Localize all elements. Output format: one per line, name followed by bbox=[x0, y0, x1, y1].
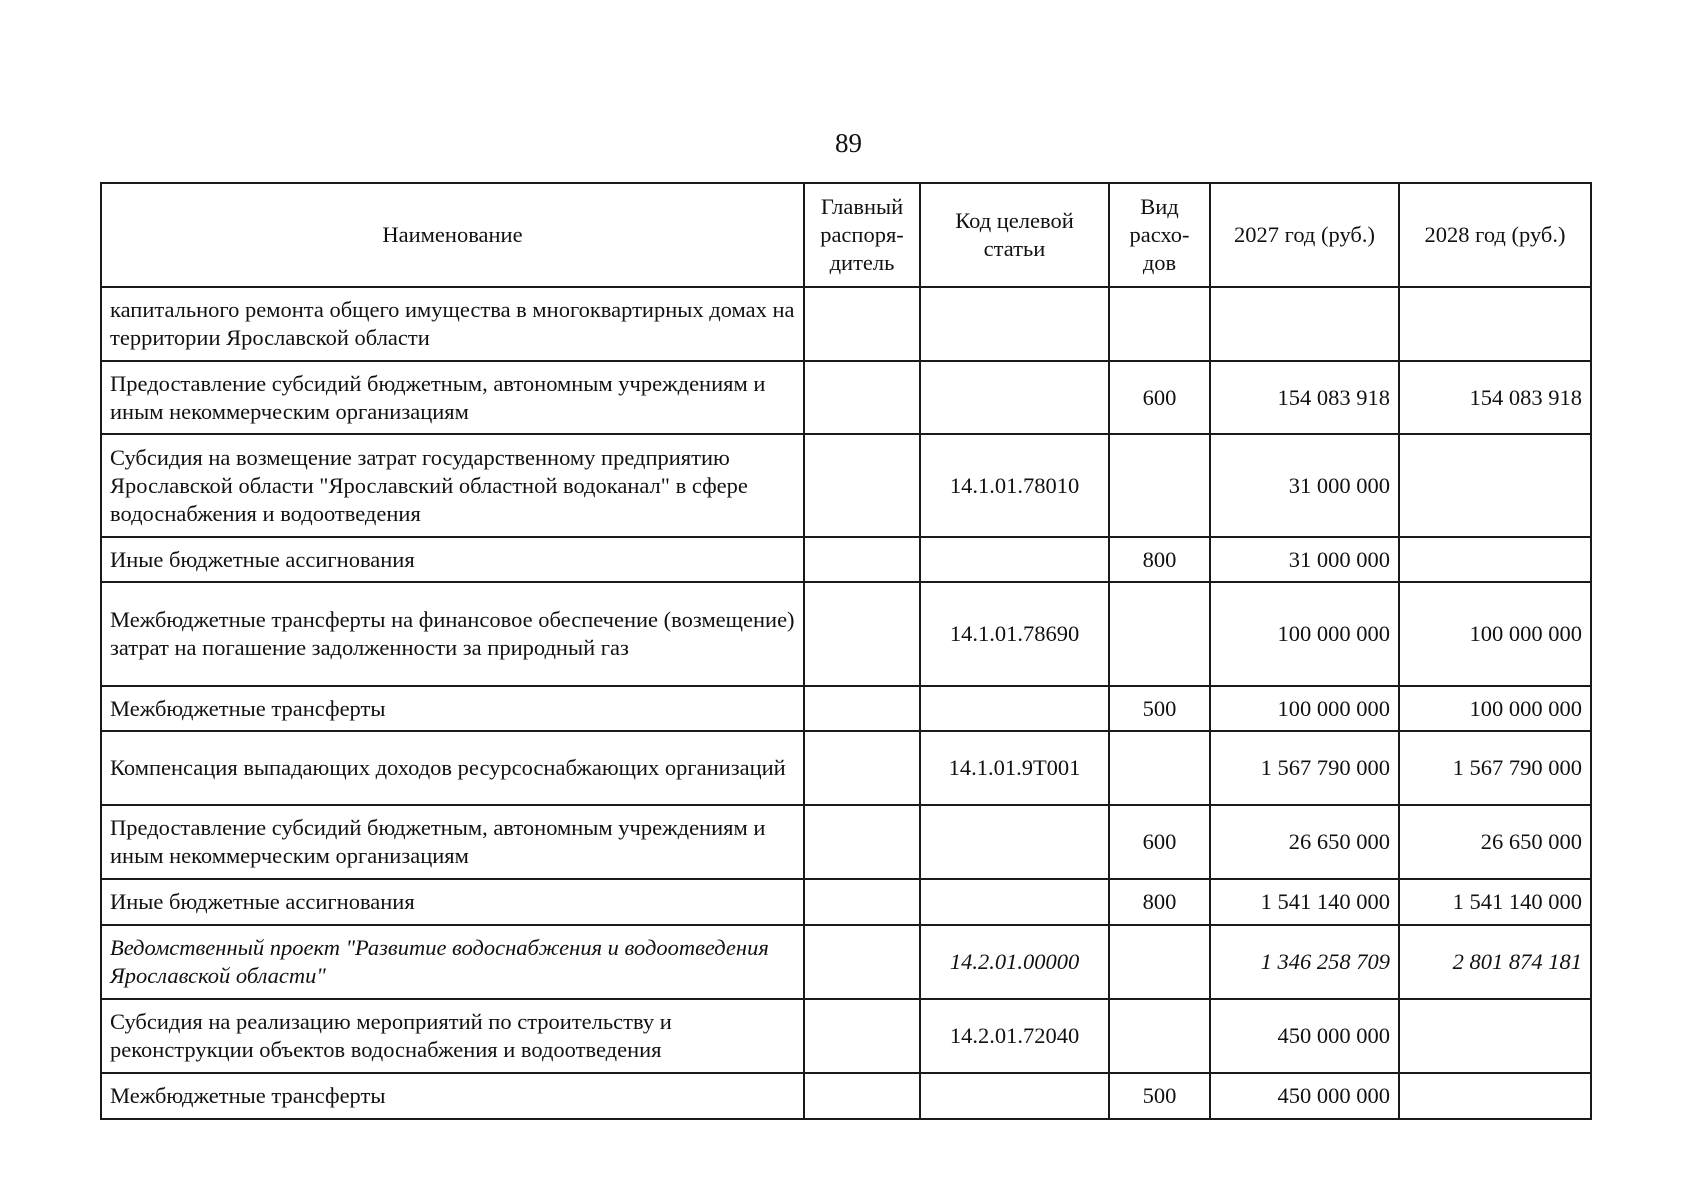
cell-admin bbox=[804, 686, 920, 731]
cell-name: Иные бюджетные ассигнования bbox=[101, 879, 804, 925]
cell-code bbox=[920, 537, 1109, 582]
table-row bbox=[101, 1073, 1591, 1119]
cell-code bbox=[920, 805, 1109, 879]
table-row bbox=[101, 537, 1591, 582]
cell-2028: 26 650 000 bbox=[1399, 805, 1591, 879]
cell-2028: 154 083 918 bbox=[1399, 361, 1591, 434]
table-row bbox=[101, 925, 1591, 999]
cell-admin bbox=[804, 287, 920, 361]
cell-name: Межбюджетные трансферты bbox=[101, 1073, 804, 1119]
table-row bbox=[101, 879, 1591, 925]
cell-name: Межбюджетные трансферты на финансовое обеспечение (возмещение) затрат на погашение задолженности за природный газ bbox=[101, 582, 804, 686]
cell-type bbox=[1109, 925, 1210, 999]
table-body bbox=[101, 287, 1591, 1119]
cell-type: 600 bbox=[1109, 361, 1210, 434]
cell-admin bbox=[804, 731, 920, 805]
cell-code bbox=[920, 287, 1109, 361]
page-number: 89 bbox=[835, 128, 862, 158]
cell-2027: 450 000 000 bbox=[1210, 999, 1399, 1073]
cell-admin bbox=[804, 925, 920, 999]
cell-code bbox=[920, 686, 1109, 731]
cell-name: Предоставление субсидий бюджетным, автономным учреждениям и иным некоммерческим организациям bbox=[101, 805, 804, 879]
cell-2028 bbox=[1399, 434, 1591, 537]
table-row bbox=[101, 999, 1591, 1073]
cell-2028: 100 000 000 bbox=[1399, 582, 1591, 686]
cell-2027: 100 000 000 bbox=[1210, 582, 1399, 686]
header-code: Код целевой статьи bbox=[920, 183, 1109, 287]
table-header-row bbox=[101, 183, 1591, 287]
cell-name: Субсидия на реализацию мероприятий по строительству и реконструкции объектов водоснабжения и водоотведения bbox=[101, 999, 804, 1073]
cell-code: 14.1.01.78690 bbox=[920, 582, 1109, 686]
cell-type bbox=[1109, 287, 1210, 361]
cell-2028: 2 801 874 181 bbox=[1399, 925, 1591, 999]
cell-2027: 154 083 918 bbox=[1210, 361, 1399, 434]
cell-type bbox=[1109, 731, 1210, 805]
cell-2027: 31 000 000 bbox=[1210, 434, 1399, 537]
table-row bbox=[101, 361, 1591, 434]
cell-name: Предоставление субсидий бюджетным, автономным учреждениям и иным некоммерческим организациям bbox=[101, 361, 804, 434]
cell-type bbox=[1109, 999, 1210, 1073]
header-type: Вид расхо-дов bbox=[1109, 183, 1210, 287]
cell-name: Иные бюджетные ассигнования bbox=[101, 537, 804, 582]
cell-code: 14.2.01.72040 bbox=[920, 999, 1109, 1073]
cell-type bbox=[1109, 434, 1210, 537]
cell-code: 14.1.01.78010 bbox=[920, 434, 1109, 537]
cell-2028: 1 567 790 000 bbox=[1399, 731, 1591, 805]
cell-2028 bbox=[1399, 287, 1591, 361]
cell-type: 500 bbox=[1109, 1073, 1210, 1119]
cell-2028 bbox=[1399, 1073, 1591, 1119]
cell-admin bbox=[804, 582, 920, 686]
cell-name: Межбюджетные трансферты bbox=[101, 686, 804, 731]
cell-2027 bbox=[1210, 287, 1399, 361]
table-row bbox=[101, 434, 1591, 537]
table-row bbox=[101, 731, 1591, 805]
cell-admin bbox=[804, 1073, 920, 1119]
cell-type: 800 bbox=[1109, 537, 1210, 582]
cell-name: капитального ремонта общего имущества в многоквартирных домах на территории Ярославской области bbox=[101, 287, 804, 361]
cell-type: 800 bbox=[1109, 879, 1210, 925]
cell-name: Компенсация выпадающих доходов ресурсоснабжающих организаций bbox=[101, 731, 804, 805]
table-row bbox=[101, 686, 1591, 731]
cell-admin bbox=[804, 999, 920, 1073]
cell-2027: 450 000 000 bbox=[1210, 1073, 1399, 1119]
cell-name: Ведомственный проект "Развитие водоснабжения и водоотведения Ярославской области" bbox=[101, 925, 804, 999]
table-row bbox=[101, 582, 1591, 686]
header-admin: Главный распоря-дитель bbox=[804, 183, 920, 287]
cell-type: 600 bbox=[1109, 805, 1210, 879]
header-2027: 2027 год (руб.) bbox=[1210, 183, 1399, 287]
budget-table bbox=[100, 182, 1592, 1120]
cell-admin bbox=[804, 537, 920, 582]
cell-name: Субсидия на возмещение затрат государственному предприятию Ярославской области "Ярославский областной водоканал" в сфере водоснабжения и водоотведения bbox=[101, 434, 804, 537]
cell-2027: 1 541 140 000 bbox=[1210, 879, 1399, 925]
cell-admin bbox=[804, 805, 920, 879]
header-name: Наименование bbox=[101, 183, 804, 287]
cell-2028: 1 541 140 000 bbox=[1399, 879, 1591, 925]
cell-code bbox=[920, 1073, 1109, 1119]
cell-admin bbox=[804, 879, 920, 925]
cell-type bbox=[1109, 582, 1210, 686]
cell-code bbox=[920, 361, 1109, 434]
cell-2027: 26 650 000 bbox=[1210, 805, 1399, 879]
cell-2028 bbox=[1399, 537, 1591, 582]
cell-admin bbox=[804, 434, 920, 537]
cell-code: 14.2.01.00000 bbox=[920, 925, 1109, 999]
cell-code: 14.1.01.9Т001 bbox=[920, 731, 1109, 805]
cell-2027: 1 567 790 000 bbox=[1210, 731, 1399, 805]
cell-2027: 31 000 000 bbox=[1210, 537, 1399, 582]
cell-admin bbox=[804, 361, 920, 434]
cell-2027: 100 000 000 bbox=[1210, 686, 1399, 731]
cell-code bbox=[920, 879, 1109, 925]
cell-2027: 1 346 258 709 bbox=[1210, 925, 1399, 999]
cell-2028 bbox=[1399, 999, 1591, 1073]
table-row bbox=[101, 805, 1591, 879]
header-2028: 2028 год (руб.) bbox=[1399, 183, 1591, 287]
cell-type: 500 bbox=[1109, 686, 1210, 731]
cell-2028: 100 000 000 bbox=[1399, 686, 1591, 731]
table-row bbox=[101, 287, 1591, 361]
